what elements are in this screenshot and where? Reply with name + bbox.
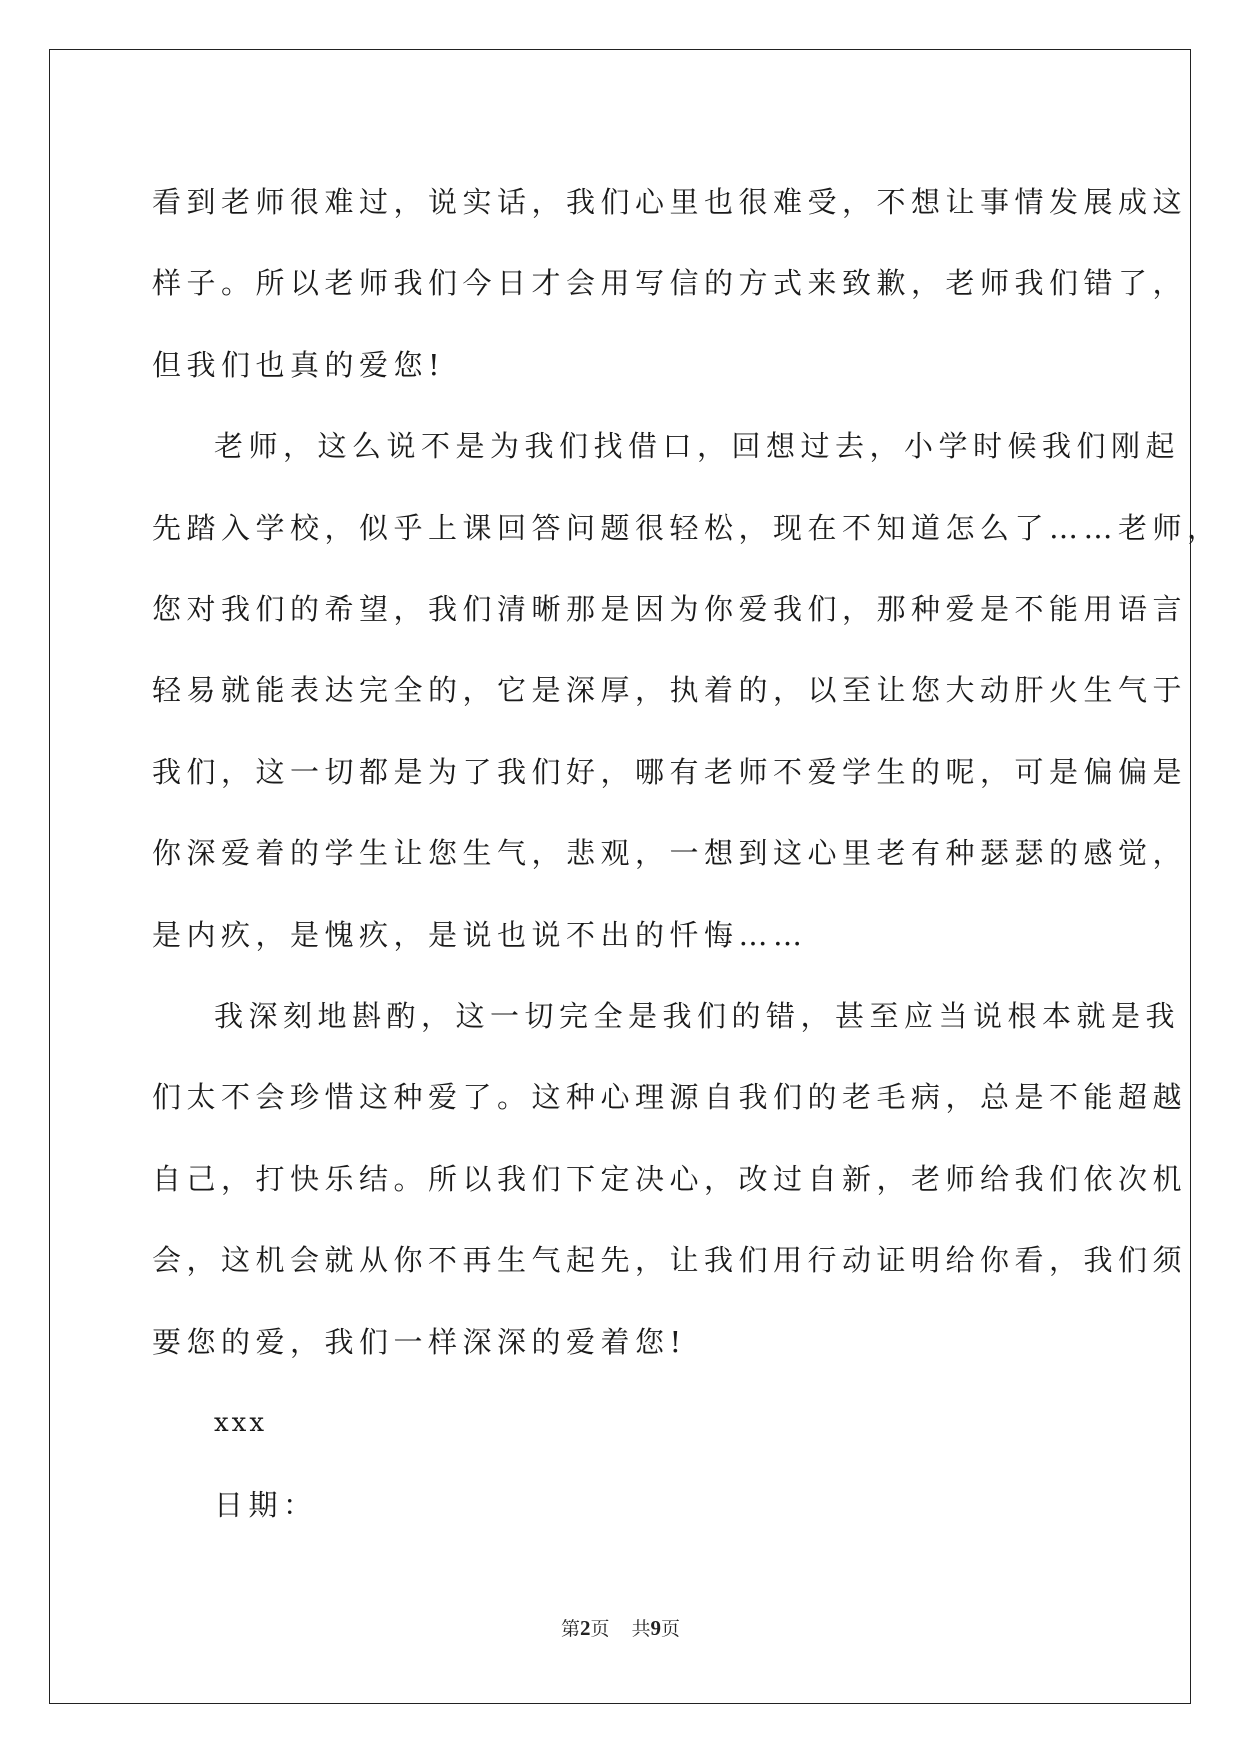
letter-body — [152, 162, 1222, 1546]
paragraph-1 — [152, 162, 1188, 406]
page-footer — [0, 1614, 1241, 1641]
text-line: 要您的爱，我们一样深深的爱着您! — [152, 1324, 687, 1359]
text-line: 您对我们的希望，我们清晰那是因为你爱我们，那种爱是不能用语言 — [152, 592, 1188, 627]
total-prefix: 共 — [631, 1618, 651, 1640]
text-line: 先踏入学校，似乎上课回答问题很轻松，现在不知道怎么了……老师， — [152, 510, 1222, 545]
text-line: 自己，打快乐结。所以我们下定决心，改过自新，老师给我们依次机 — [152, 1161, 1188, 1196]
page-total: 9 — [650, 1616, 662, 1640]
text-line: 会，这机会就从你不再生气起先，让我们用行动证明给你看，我们须 — [152, 1243, 1188, 1278]
text-line: 们太不会珍惜这种爱了。这种心理源自我们的老毛病，总是不能超越 — [152, 1080, 1188, 1115]
paragraph-3 — [152, 976, 1188, 1383]
page-current: 2 — [579, 1616, 591, 1640]
page-prefix: 第 — [560, 1618, 580, 1640]
text-line: 样子。所以老师我们今日才会用写信的方式来致歉，老师我们错了， — [152, 266, 1188, 301]
text-line: 我们，这一切都是为了我们好，哪有老师不爱学生的呢，可是偏偏是 — [152, 754, 1188, 789]
total-unit: 页 — [661, 1618, 681, 1640]
text-line: 我深刻地斟酌，这一切完全是我们的错，甚至应当说根本就是我 — [214, 999, 1181, 1034]
paragraph-2 — [152, 406, 1222, 976]
text-line: 你深爱着的学生让您生气，悲观，一想到这心里老有种瑟瑟的感觉， — [152, 836, 1188, 871]
page-unit: 页 — [590, 1618, 610, 1640]
text-line: 但我们也真的爱您! — [152, 347, 446, 382]
text-line: 老师，这么说不是为我们找借口，回想过去，小学时候我们刚起 — [214, 429, 1181, 464]
text-line: 看到老师很难过，说实话，我们心里也很难受，不想让事情发展成这 — [152, 185, 1188, 219]
date-label: 日期： — [214, 1487, 318, 1522]
text-line: 是内疚，是愧疚，是说也说不出的忏悔…… — [152, 917, 808, 952]
text-line: 轻易就能表达完全的，它是深厚，执着的，以至让您大动肝火生气于 — [152, 673, 1188, 708]
signature: xxx — [214, 1408, 267, 1439]
